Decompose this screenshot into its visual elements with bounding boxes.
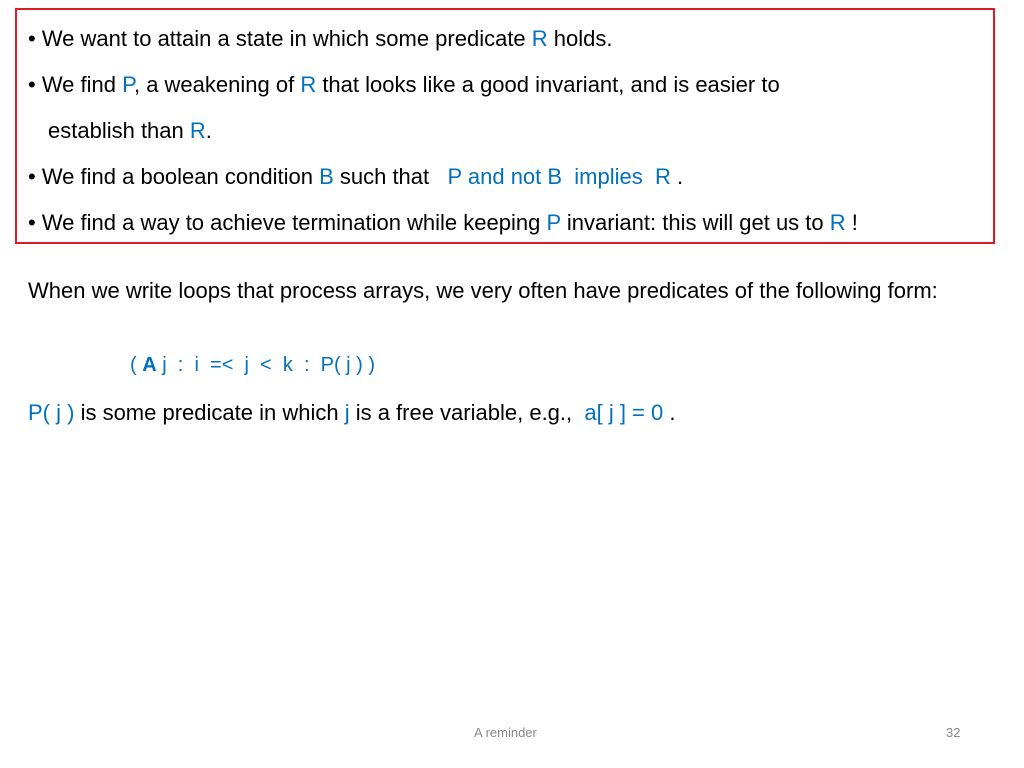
bullet-2-R: R bbox=[300, 72, 317, 97]
bullet-3-expression: P and not B implies R bbox=[447, 164, 671, 189]
footer-title: A reminder bbox=[474, 725, 537, 740]
explain-text-mid: is a free variable, e.g., bbox=[349, 400, 585, 425]
bullet-2c-period: . bbox=[205, 118, 212, 143]
bullet-1 bbox=[28, 26, 613, 52]
bullet-4-R: R bbox=[829, 210, 846, 235]
bullet-3-text: • We find a boolean condition bbox=[28, 164, 320, 189]
bullet-2-text: • We find bbox=[28, 72, 123, 97]
formula-open: ( bbox=[130, 354, 143, 376]
bullet-3-text-mid: such that bbox=[333, 164, 448, 189]
explain-Pj: P( j ) bbox=[28, 400, 75, 425]
quantifier-formula bbox=[130, 352, 375, 378]
formula-quantifier-A: A bbox=[142, 354, 157, 376]
page-number: 32 bbox=[946, 725, 961, 740]
explain-example: a[ j ] = 0 bbox=[584, 400, 664, 425]
bullet-4-P: P bbox=[546, 210, 561, 235]
bullet-4 bbox=[28, 210, 858, 236]
bullet-4-exclaim: ! bbox=[845, 210, 858, 235]
bullet-4-text: • We find a way to achieve termination while keeping bbox=[28, 210, 547, 235]
bullet-2c-text: establish than bbox=[48, 118, 190, 143]
bullet-4-text-mid: invariant: this will get us to bbox=[560, 210, 830, 235]
bullet-3-B: B bbox=[319, 164, 334, 189]
bullet-1-text: • We want to attain a state in which some predicate bbox=[28, 26, 532, 51]
formula-body: j : i =< j < k : P( j ) ) bbox=[156, 354, 376, 376]
bullet-3 bbox=[28, 164, 683, 190]
explain-paragraph bbox=[28, 398, 988, 427]
explain-text: is some predicate in which bbox=[74, 400, 345, 425]
explain-j: j bbox=[344, 400, 350, 425]
bullet-1-R: R bbox=[531, 26, 548, 51]
explain-period: . bbox=[663, 400, 676, 425]
bullet-2-text-end: that looks like a good invariant, and is easier to bbox=[316, 72, 780, 97]
bullet-2-P: P bbox=[122, 72, 134, 97]
bullet-2c-R: R bbox=[189, 118, 206, 143]
bullet-3-period: . bbox=[670, 164, 684, 189]
bullet-1-text-end: holds. bbox=[547, 26, 613, 51]
intro-paragraph: When we write loops that process arrays, we very often have predicates of the following form: bbox=[28, 278, 938, 303]
bullet-2 bbox=[28, 72, 780, 98]
bullet-2-text-mid: , a weakening of bbox=[133, 72, 301, 97]
bullet-2-continued bbox=[48, 118, 212, 144]
